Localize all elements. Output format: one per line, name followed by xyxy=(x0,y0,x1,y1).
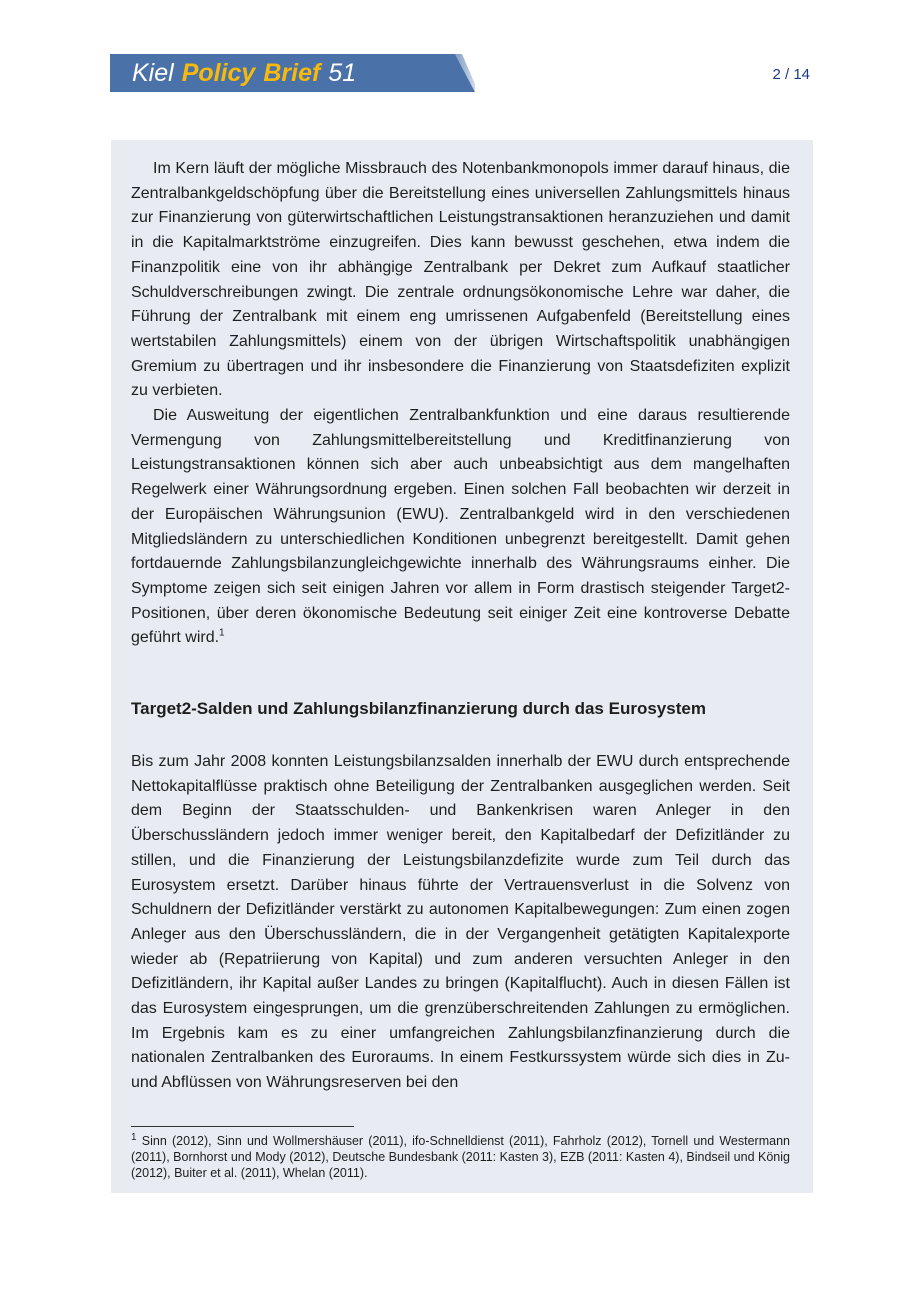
page-number: 2 / 14 xyxy=(772,66,810,83)
brand-brief: Brief xyxy=(263,59,321,87)
brand-policy: Policy xyxy=(181,59,256,87)
footnote-text: Sinn (2012), Sinn und Wollmershäuser (2011), ifo-Schnelldienst (2011), Fahrholz (2012), Tornell und Westermann (2011), Bornhorst und Mody (2012), Deutsche Bundesbank (2011: Kasten 3), EZB (2011: Kasten 4), Bindseil und König (2012), Buiter et al. (2011), Whelan (2011). xyxy=(131,1134,790,1180)
paragraph-3: Bis zum Jahr 2008 konnten Leistungsbilanzsalden innerhalb der EWU durch entsprechende Nettokapitalflüsse praktisch ohne Beteiligung der Zentralbanken ausgeglichen werden. Seit dem Beginn der Staatsschulden- und Bankenkrisen waren Anleger in den Überschussländern jedoch immer weniger bereit, den Kapitalbedarf der Defizitländer zu stillen, und die Finanzierung der Leistungsbilanzdefizite wurde zum Teil durch das Eurosystem ersetzt. Darüber hinaus führte der Vertrauensverlust in die Solvenz von Schuldnern der Defizitländer verstärkt zu autonomen Kapitalbewegungen: Zum einen zogen Anleger aus den Überschussländern, die in der Vergangenheit getätigten Kapitalexporte wieder ab (Repatriierung von Kapital) und zum anderen versuchten Anleger in den Defizitländern, ihr Kapital außer Landes zu bringen (Kapitalflucht). Auch in diesen Fällen ist das Eurosystem eingesprungen, um die grenzüberschreitenden Zahlungen zu ermöglichen. Im Ergebnis kam es zu einer umfangreichen Zahlungsbilanzfinanzierung durch die nationalen Zentralbanken des Euroraums. In einem Festkurssystem würde sich dies in Zu- und Abflüssen von Währungsreserven bei den xyxy=(131,753,790,1092)
brand-kiel: Kiel xyxy=(132,59,174,87)
paragraph-2-text: Die Ausweitung der eigentlichen Zentralbankfunktion und eine daraus resultierende Vermengung von Zahlungsmittelbereitstellung und Kreditfinanzierung von Leistungstransaktionen können sich aber auch unbeabsichtigt aus dem mangelhaften Regelwerk einer Währungsordnung ergeben. Einen solchen Fall beobachten wir derzeit in der Europäischen Währungsunion (EWU). Zentralbankgeld wird in den verschiedenen Mitgliedsländern zu unterschiedlichen Konditionen unbegrenzt bereitgestellt. Damit gehen fortdauernde Zahlungsbilanzungleichgewichte innerhalb des Währungsraums einher. Die Symptome zeigen sich seit einigen Jahren vor allem in Form drastisch steigender Target2-Positionen, über deren ökonomische Bedeutung seit einiger Zeit eine kontroverse Debatte geführt wird. xyxy=(131,407,790,647)
footnote-divider xyxy=(131,1126,354,1127)
brand-number: 51 xyxy=(328,59,357,87)
footnote-marker: 1 xyxy=(131,1131,137,1143)
footnote xyxy=(131,1133,790,1181)
header-banner xyxy=(110,54,475,92)
section-heading: Target2-Salden und Zahlungsbilanzfinanzierung durch das Eurosystem xyxy=(131,699,706,718)
footnote-reference[interactable]: 1 xyxy=(219,628,225,639)
publication-logo xyxy=(132,57,364,89)
paragraph-2 xyxy=(131,404,790,651)
paragraph-1: Im Kern läuft der mögliche Missbrauch des Notenbankmonopols immer darauf hinaus, die Zentralbankgeldschöpfung über die Bereitstellung eines universellen Zahlungsmittels hinaus zur Finanzierung von güterwirtschaftlichen Leistungstransaktionen heranzuziehen und damit in die Kapitalmarktströme einzugreifen. Dies kann bewusst geschehen, etwa indem die Finanzpolitik eine von ihr abhängige Zentralbank per Dekret zum Aufkauf staatlicher Schuldverschreibungen zwingt. Die zentrale ordnungsökonomische Lehre war daher, die Führung der Zentralbank mit einem eng umrissenen Aufgabenfeld (Bereitstellung eines wertstabilen Zahlungsmittels) einem von der übrigen Wirtschaftspolitik unabhängigen Gremium zu übertragen und ihr insbesondere die Finanzierung von Staatsdefiziten explizit zu verbieten. xyxy=(131,160,790,400)
